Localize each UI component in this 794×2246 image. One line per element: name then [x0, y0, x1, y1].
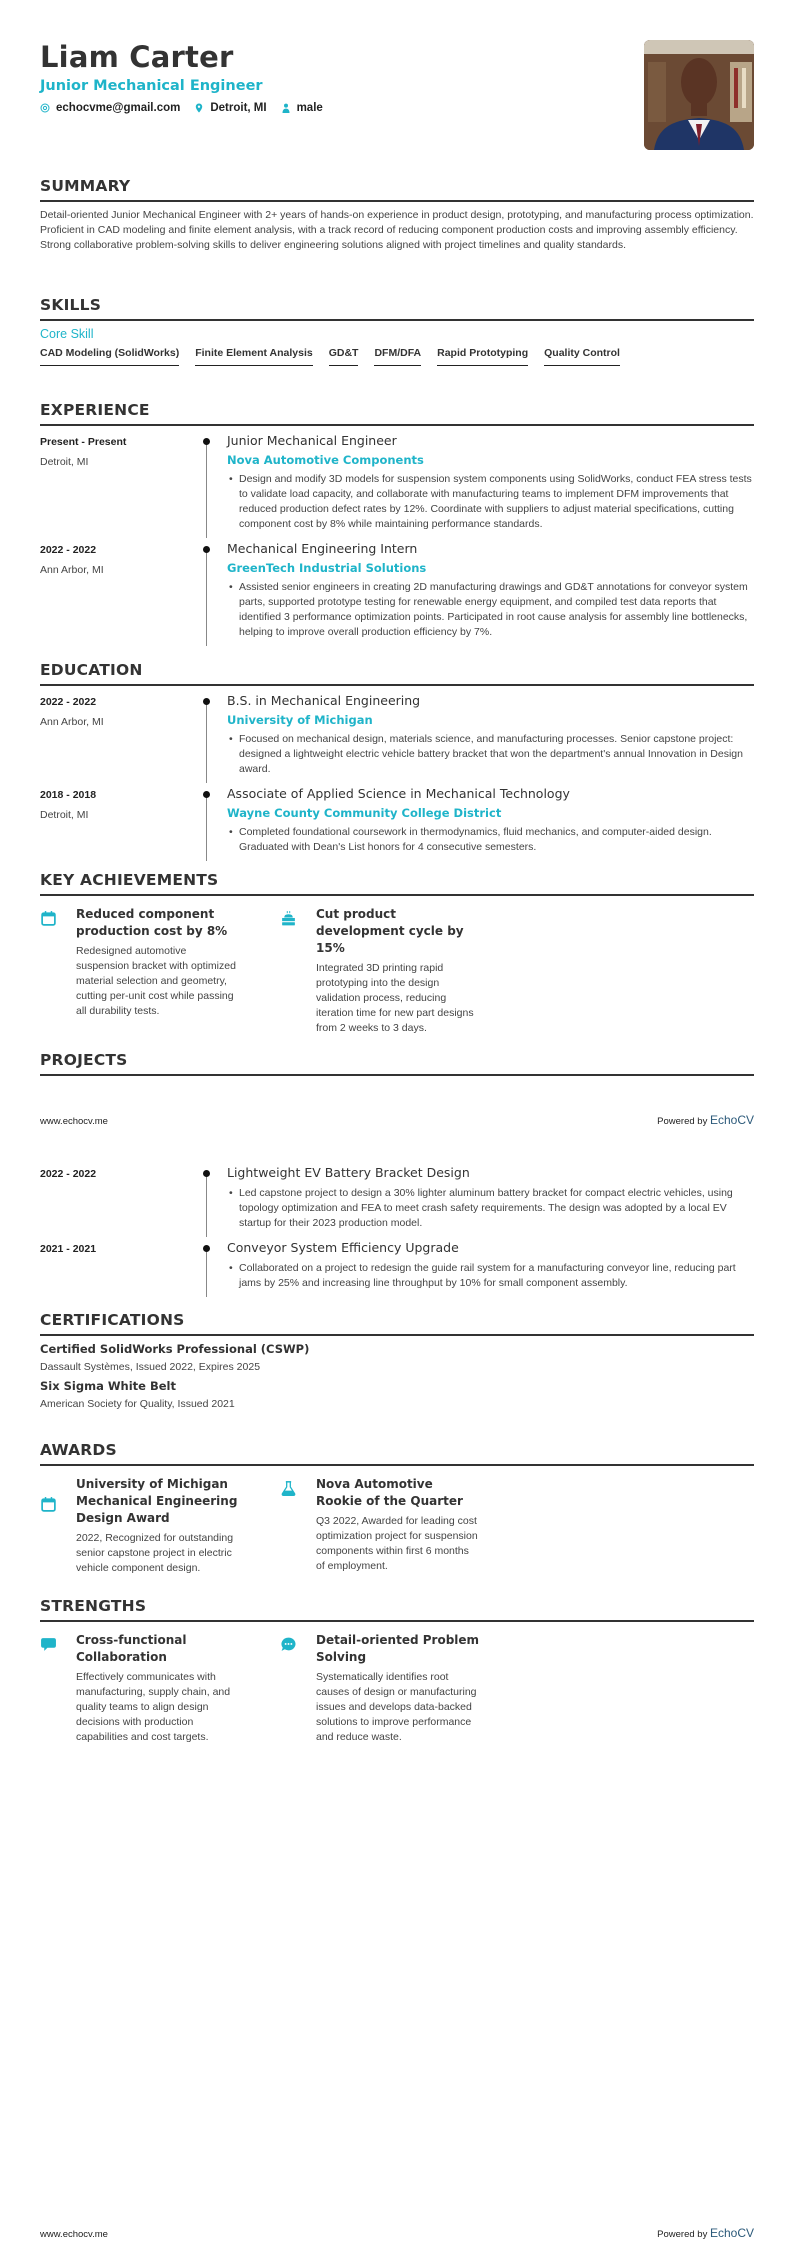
education-section [40, 660, 754, 861]
skill-tag: Finite Element Analysis [195, 347, 312, 366]
education-entry [40, 690, 754, 783]
section-divider [40, 1464, 754, 1466]
section-divider [40, 1074, 754, 1076]
skill-category: Core Skill [40, 327, 94, 341]
project-name: Conveyor System Efficiency Upgrade [227, 1240, 459, 1255]
resume-header [40, 40, 754, 152]
strengths-section [40, 1596, 754, 1745]
achievement-title: Cut product development cycle by 15% [316, 907, 464, 955]
achievement-title: Reduced component production cost by 8% [76, 907, 228, 938]
speech-bubble-icon [40, 1636, 57, 1653]
email-text: echocvme@gmail.com [56, 102, 181, 114]
section-title: SUMMARY [40, 177, 131, 195]
job-role: Junior Mechanical Engineer [227, 433, 397, 448]
bullet-point: • Collaborated on a project to redesign the guide rail system for a manufacturing conveyor line, reducing part jams by 25% and increasing line throughput by 10% for small component assembly. [229, 1262, 736, 1289]
entry-date: 2018 - 2018 [40, 789, 97, 801]
section-divider [40, 684, 754, 686]
timeline-dot [203, 1245, 210, 1252]
awards-section [40, 1440, 754, 1576]
timeline-line [206, 548, 207, 646]
project-entry [40, 1237, 754, 1297]
entry-date: Present - Present [40, 436, 127, 448]
cert-name: Certified SolidWorks Professional (CSWP) [40, 1342, 310, 1356]
skill-tag: CAD Modeling (SolidWorks) [40, 347, 179, 366]
section-title: SKILLS [40, 296, 102, 314]
bullet-point: • Design and modify 3D models for suspension system components using SolidWorks, conduct FEA stress tests to validate load capacity, and collaborate with manufacturing teams to implement DFM improvements that reduced production defect rates by 12%. Coordinate with suppliers to adjust material specifications, cutting component cost by 8% while maintaining performance standards. [229, 473, 752, 530]
job-role: Mechanical Engineering Intern [227, 541, 418, 556]
section-divider [40, 1620, 754, 1622]
bullet-point: • Focused on mechanical design, materials science, and manufacturing processes. Senior capstone project: designed a lightweight electric vehicle battery bracket that won the department's annual Innovation in Design award. [229, 733, 743, 775]
chat-dots-icon [280, 1636, 297, 1653]
brand-name: EchoCV [709, 2226, 754, 2240]
experience-section [40, 400, 754, 646]
contact-location [194, 102, 266, 114]
achievement-card [40, 906, 240, 1036]
location-text: Detroit, MI [210, 102, 267, 114]
entry-location: Ann Arbor, MI [40, 564, 104, 576]
skill-tag: Quality Control [544, 347, 620, 366]
award-desc: Q3 2022, Awarded for leading cost optimization project for suspension components within first 6 months of employment. [316, 1515, 478, 1572]
section-title: CERTIFICATIONS [40, 1311, 185, 1329]
bullet-point: • Assisted senior engineers in creating 2D manufacturing drawings and GD&T annotations for conveyor system parts, supported prototype testing for renewable energy equipment, and compiled test data reports that identified 3 performance optimization points. Participated in root cause analysis for assembly line bottlenecks, helping to improve overall production efficiency by 7%. [229, 581, 748, 638]
contact-gender [281, 102, 323, 114]
contact-email[interactable] [40, 102, 180, 114]
bullet-point: • Led capstone project to design a 30% lighter aluminum battery bracket for compact electric vehicles, using topology optimization and FEA to meet crash safety requirements. The design was adopted by a local EV startup for their 2023 production model. [229, 1187, 733, 1229]
summary-section [40, 176, 754, 253]
skill-tag: DFM/DFA [374, 347, 421, 366]
timeline-line [206, 440, 207, 538]
strength-title: Cross-functional Collaboration [76, 1633, 187, 1664]
timeline-line [206, 700, 207, 783]
section-title: AWARDS [40, 1441, 117, 1459]
section-title: STRENGTHS [40, 1597, 147, 1615]
cert-detail: American Society for Quality, Issued 2021 [40, 1398, 235, 1410]
strength-desc: Effectively communicates with manufacturing, supply chain, and quality teams to align design decisions with production capabilities and cost targets. [76, 1671, 231, 1743]
entry-date: 2022 - 2022 [40, 1168, 97, 1180]
entry-location: Ann Arbor, MI [40, 716, 104, 728]
page-footer [40, 2226, 754, 2240]
timeline-dot [203, 791, 210, 798]
achievement-desc: Integrated 3D printing rapid prototyping into the design validation process, reducing iteration time for new part designs from 2 weeks to 3 days. [316, 962, 474, 1034]
section-title: PROJECTS [40, 1051, 128, 1069]
strength-desc: Systematically identifies root causes of design or manufacturing issues and develops data-backed solutions to improve performance and reduce waste. [316, 1671, 477, 1743]
section-title: EXPERIENCE [40, 401, 150, 419]
page-footer [40, 1113, 754, 1127]
calendar-icon [40, 1496, 57, 1513]
achievement-card [280, 906, 480, 1036]
entry-location: Detroit, MI [40, 456, 89, 468]
timeline-dot [203, 438, 210, 445]
footer-url[interactable]: www.echocv.me [40, 2229, 108, 2240]
location-pin-icon [194, 103, 204, 113]
section-divider [40, 1334, 754, 1336]
company-name: Nova Automotive Components [227, 453, 424, 467]
education-entry [40, 783, 754, 861]
skills-section [40, 295, 754, 366]
cert-name: Six Sigma White Belt [40, 1379, 176, 1393]
profile-photo [644, 40, 754, 150]
brand-name: EchoCV [709, 1113, 754, 1127]
skill-tag: Rapid Prototyping [437, 347, 528, 366]
cake-icon [280, 910, 297, 927]
strength-card [280, 1632, 480, 1745]
candidate-title: Junior Mechanical Engineer [40, 78, 263, 94]
entry-date: 2021 - 2021 [40, 1243, 97, 1255]
timeline-line [206, 1247, 207, 1297]
section-title: EDUCATION [40, 661, 143, 679]
at-icon [40, 103, 50, 113]
school-name: University of Michigan [227, 713, 373, 727]
timeline-dot [203, 1170, 210, 1177]
section-title: KEY ACHIEVEMENTS [40, 871, 219, 889]
projects-list [40, 1162, 754, 1297]
degree-name: B.S. in Mechanical Engineering [227, 693, 421, 708]
timeline-dot [203, 698, 210, 705]
section-divider [40, 319, 754, 321]
summary-text: Detail-oriented Junior Mechanical Engineer with 2+ years of hands-on experience in product design, prototyping, and manufacturing process optimization. Proficient in CAD modeling and finite element analysis, with a track record of reducing component production costs and improving assembly efficiency. Strong collaborative problem-solving skills to deliver engineering solutions aligned with project timelines and quality standards. [40, 209, 754, 251]
award-title: Nova Automotive Rookie of the Quarter [316, 1477, 463, 1508]
award-desc: 2022, Recognized for outstanding senior capstone project in electric vehicle component design. [76, 1532, 234, 1574]
bullet-point: • Completed foundational coursework in thermodynamics, fluid mechanics, and computer-aided design. Graduated with Dean's List honors for 4 consecutive semesters. [229, 826, 712, 853]
candidate-name: Liam Carter [40, 40, 234, 74]
experience-entry [40, 430, 754, 538]
footer-url[interactable]: www.echocv.me [40, 1116, 108, 1127]
degree-name: Associate of Applied Science in Mechanical Technology [227, 786, 570, 801]
project-entry [40, 1162, 754, 1237]
skill-list [40, 347, 754, 366]
entry-date: 2022 - 2022 [40, 696, 97, 708]
award-card [280, 1476, 480, 1576]
calendar-icon [40, 910, 57, 927]
timeline-line [206, 1172, 207, 1237]
certifications-section [40, 1310, 754, 1410]
award-card [40, 1476, 240, 1576]
projects-section [40, 1050, 754, 1076]
timeline-dot [203, 546, 210, 553]
powered-by: Powered by EchoCV [657, 2226, 754, 2240]
achievements-section [40, 870, 754, 1036]
strength-title: Detail-oriented Problem Solving [316, 1633, 480, 1664]
flask-icon [280, 1480, 297, 1497]
company-name: GreenTech Industrial Solutions [227, 561, 427, 575]
person-icon [281, 103, 291, 113]
skill-tag: GD&T [329, 347, 359, 366]
cert-detail: Dassault Systèmes, Issued 2022, Expires 2025 [40, 1361, 261, 1373]
project-name: Lightweight EV Battery Bracket Design [227, 1165, 470, 1180]
section-divider [40, 200, 754, 202]
powered-by: Powered by EchoCV [657, 1113, 754, 1127]
school-name: Wayne County Community College District [227, 806, 502, 820]
experience-entry [40, 538, 754, 646]
strength-card [40, 1632, 240, 1745]
gender-text: male [296, 102, 323, 114]
award-title: University of Michigan Mechanical Engineering Design Award [76, 1477, 238, 1525]
entry-location: Detroit, MI [40, 809, 89, 821]
section-divider [40, 424, 754, 426]
section-divider [40, 894, 754, 896]
entry-date: 2022 - 2022 [40, 544, 97, 556]
achievement-desc: Redesigned automotive suspension bracket with optimized material selection and geometry, cutting per-unit cost while passing all durability tests. [76, 945, 236, 1017]
timeline-line [206, 793, 207, 861]
